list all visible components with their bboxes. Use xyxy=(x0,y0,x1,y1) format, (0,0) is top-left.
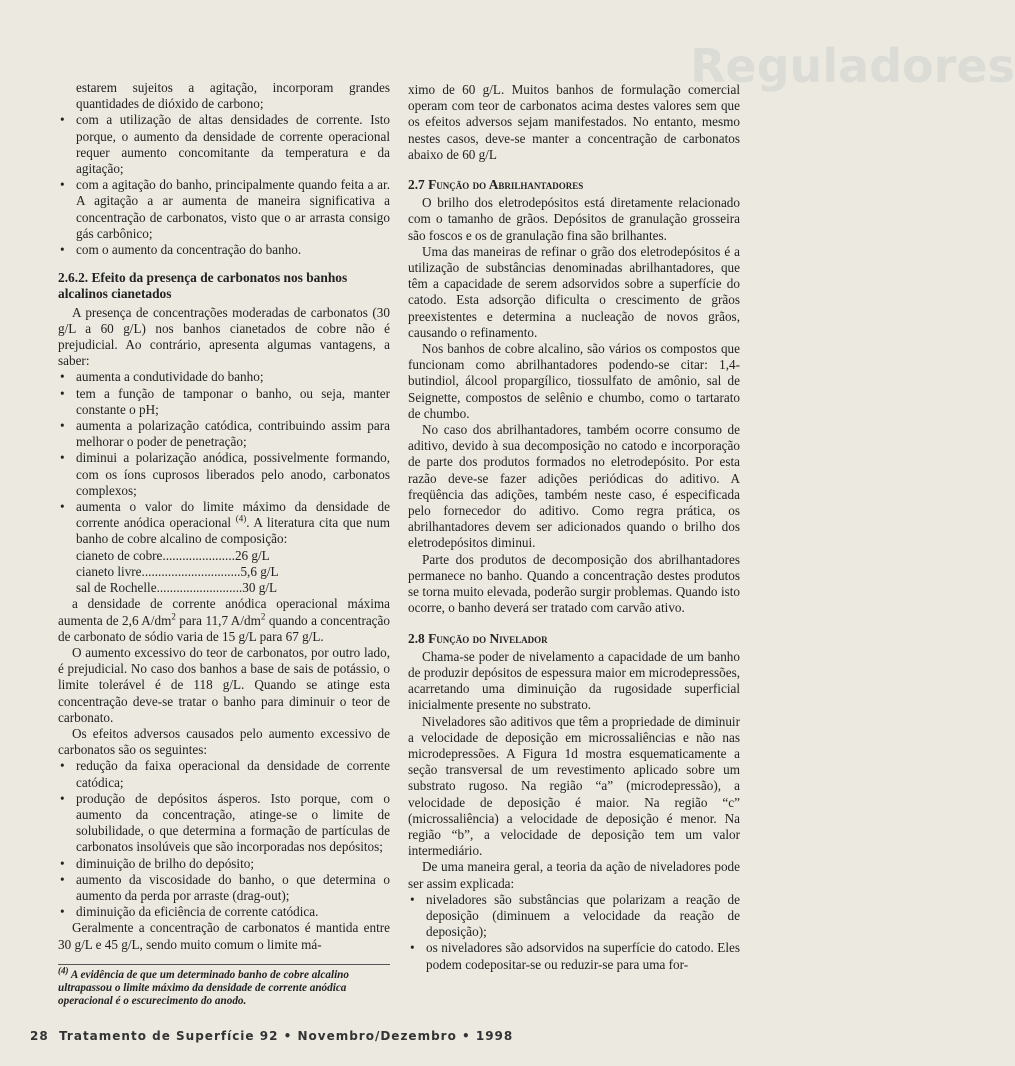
list-item: • diminuição da eficiência de corrente catódica. xyxy=(58,904,390,920)
list-item: • niveladores são substâncias que polarizam a reação de deposição (diminuem a velocidade da reação de deposição); xyxy=(408,892,740,941)
publication-info: Tratamento de Superfície 92 • Novembro/Dezembro • 1998 xyxy=(59,1029,514,1043)
text-span: quando a concentração de carbonato de sódio varia de 15 g/L para 67 g/L. xyxy=(58,612,390,644)
list-item: • redução da faixa operacional da densidade de corrente catódica; xyxy=(58,758,390,790)
section-title: Função do Abrilhantadores xyxy=(428,177,584,193)
leader-dots: ...................... xyxy=(162,547,235,563)
list-item: • com o aumento da concentração do banho. xyxy=(58,242,390,258)
list-item: • diminui a polarização anódica, possivelmente formando, com os íons cuprosos liberados pelo anodo, carbonatos complexos; xyxy=(58,450,390,499)
section-title: Função do Nivelador xyxy=(428,630,548,646)
list-item: • aumenta a condutividade do banho; xyxy=(58,369,390,385)
component-value: 5,6 g/L xyxy=(240,563,279,579)
section-number: 2.8 xyxy=(408,630,425,646)
component-name: cianeto de cobre xyxy=(76,547,163,563)
composition-row xyxy=(76,564,390,580)
paragraph: Uma das maneiras de refinar o grão dos eletrodepósitos é a utilização de substâncias denominadas abrilhantadores, que têm a capacidade de serem adsorvidos sobre a superfície do catodo. Esta adsorção dificulta o crescimento de grãos preexistentes e determina a nucleação de novos grãos, causando o refinamento. xyxy=(408,243,740,340)
composition-row xyxy=(76,580,390,596)
section-heading-2-8 xyxy=(408,631,740,647)
paragraph: Geralmente a concentração de carbonatos é mantida entre 30 g/L e 45 g/L, sendo muito comum o limite má- xyxy=(58,920,390,952)
continued-text: estarem sujeitos a agitação, incorporam grandes quantidades de dióxido de carbono; xyxy=(76,80,390,112)
section-heading-2-6-2: 2.6.2. Efeito da presença de carbonatos nos banhos alcalinos cianetados xyxy=(58,270,348,302)
component-name: cianeto livre xyxy=(76,563,142,579)
page-number: 28 xyxy=(30,1029,49,1043)
superscript: 2 xyxy=(171,611,176,622)
list-item: • aumento da viscosidade do banho, o que determina o aumento da perda por arraste (drag-out); xyxy=(58,872,390,904)
list-item: • os niveladores são adsorvidos na superfície do catodo. Eles podem codepositar-se ou reduzir-se para uma for- xyxy=(408,940,740,972)
leader-dots: .......................... xyxy=(156,580,243,596)
list-item-text: aumenta o valor do limite máximo da densidade de corrente anódica operacional xyxy=(76,499,390,531)
paragraph: A presença de concentrações moderadas de carbonatos (30 g/L a 60 g/L) nos banhos cianetados de cobre não é prejudicial. Ao contrário, apresenta algumas vantagens, a saber: xyxy=(58,304,390,369)
list-item-text: . A literatura cita que num banho de cobre alcalino de composição: xyxy=(76,515,390,547)
leader-dots: .............................. xyxy=(141,563,241,579)
paragraph: Parte dos produtos de decomposição dos abrilhantadores permanece no banho. Quando a concentração destes produtos se torna muito elevada, poderão surgir problemas. Quando isto ocorre, o banho deverá ser tratado com carvão ativo. xyxy=(408,551,740,616)
paragraph: Os efeitos adversos causados pelo aumento excessivo de carbonatos são os seguintes: xyxy=(58,725,390,758)
paragraph: O brilho dos eletrodepósitos está diretamente relacionado com o tamanho de grãos. Depósitos de granulação grosseira são foscos e os de granulação fina são brilhantes. xyxy=(408,195,740,243)
footnote-mark: (4) xyxy=(58,965,69,976)
continued-text: ximo de 60 g/L. Muitos banhos de formulação comercial operam com teor de carbonatos acima destes valores sem que os efeitos adversos sejam manifestados. No entanto, mesmo nestes casos, deve-se manter a concentração de carbonatos abaixo de 60 g/L xyxy=(408,82,740,162)
list-item: • aumenta a polarização catódica, contribuindo assim para melhorar o poder de penetração; xyxy=(58,418,390,450)
paragraph xyxy=(58,596,390,645)
intro-bullet-list xyxy=(58,112,390,258)
composition-table xyxy=(58,548,390,597)
component-value: 26 g/L xyxy=(234,547,270,563)
composition-row xyxy=(76,548,390,564)
left-column xyxy=(58,80,390,953)
list-item: • diminuição de brilho do depósito; xyxy=(58,856,390,872)
page-footer xyxy=(30,1029,750,1043)
theory-list xyxy=(408,892,740,973)
list-item: • tem a função de tamponar o banho, ou seja, manter constante o pH; xyxy=(58,386,390,418)
paragraph: Chama-se poder de nivelamento a capacidade de um banho de produzir depósitos de espessura maior em microdepressões, acarretando uma diminuição da rugosidade superficial inicialmente presente no substrato. xyxy=(408,648,740,713)
paragraph: Niveladores são aditivos que têm a propriedade de diminuir a velocidade de deposição em microssaliências e não nas microdepressões. A Figura 1d mostra esquematicamente a seção transversal de um revestimento aplicado sobre um substrato rugoso. Na região “a” (microdepressão), a velocidade de deposição é maior. Na região “c” (microssaliência) a velocidade de deposição é menor. Na região “b”, a velocidade de deposição tem um valor intermediário. xyxy=(408,713,740,859)
list-item: • produção de depósitos ásperos. Isto porque, com o aumento da concentração, atinge-se o limite de solubilidade, o que determina a formação de partículas de carbonatos insolúveis que são incorporadas nos depósitos; xyxy=(58,791,390,856)
text-span: para 11,7 A/dm xyxy=(175,612,261,628)
adverse-effects-list xyxy=(58,758,390,920)
paragraph: De uma maneira geral, a teoria da ação de niveladores pode ser assim explicada: xyxy=(408,859,740,891)
footnote-text: A evidência de que um determinado banho de cobre alcalino ultrapassou o limite máximo da densidade de corrente anódica operacional é o escurecimento do anodo. xyxy=(58,969,350,1007)
list-item: • com a utilização de altas densidades de corrente. Isto porque, o aumento da densidade de corrente operacional requer aumento concomitante da temperatura e da agitação; xyxy=(58,112,390,177)
section-number: 2.7 xyxy=(408,177,425,193)
list-item xyxy=(58,499,390,548)
superscript: 2 xyxy=(260,611,266,622)
background-watermark: Reguladores xyxy=(690,39,1015,93)
list-item: • com a agitação do banho, principalmente quando feita a ar. A agitação a ar aumenta de maneira significativa a concentração de carbonatos, visto que o ar arrasta consigo gás carbônico; xyxy=(58,177,390,242)
advantages-list xyxy=(58,369,390,547)
component-name: sal de Rochelle xyxy=(76,580,157,596)
component-value: 30 g/L xyxy=(242,580,278,596)
footnote-ref: (4) xyxy=(235,513,247,524)
paragraph: O aumento excessivo do teor de carbonatos, por outro lado, é prejudicial. No caso dos banhos a base de sais de potássio, o limite tolerável é de 118 g/L. Quando se atinge esta concentração deve-se tratar o banho para diminuir o teor de carbonato. xyxy=(58,644,390,725)
section-heading-2-7 xyxy=(408,177,740,193)
right-column xyxy=(408,82,740,973)
paragraph: No caso dos abrilhantadores, também ocorre consumo de aditivo, devido à sua decomposição no catodo e incorporação de parte dos produtos formados no eletrodepósito. Por esta razão deve-se fazer adições periódicas do aditivo. A freqüência das adições, também neste caso, é especificada pelo fornecedor do aditivo. Como regra prática, os abrilhantadores devem ser adicionados quando o brilho dos eletrodepósitos diminui. xyxy=(408,422,740,551)
paragraph: Nos banhos de cobre alcalino, são vários os compostos que funcionam como abrilhantadores podendo-se citar: 1,4-butindiol, álcool propargílico, tiossulfato de amônio, sal de Seignette, compostos de selênio e chumbo, como o tartarato de chumbo. xyxy=(408,341,740,421)
footnote xyxy=(58,964,390,1008)
text-span: a densidade de corrente anódica operacional máxima aumenta de 2,6 A/dm xyxy=(58,596,390,628)
